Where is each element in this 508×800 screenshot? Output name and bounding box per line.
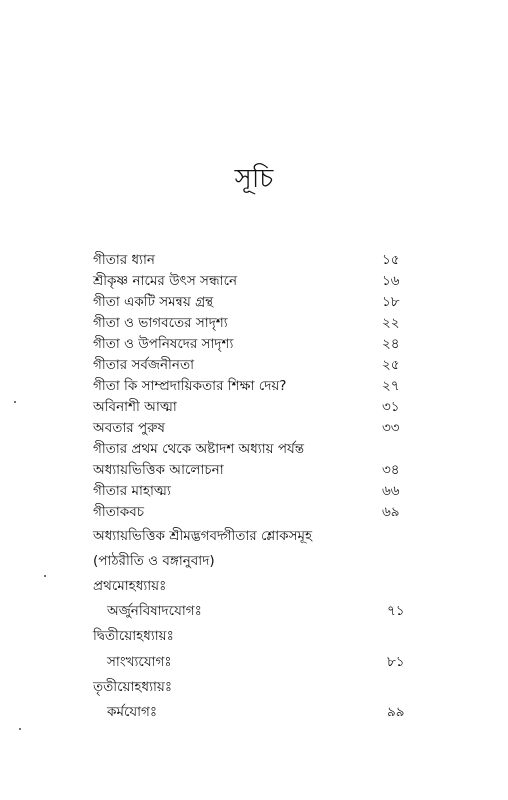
toc-entry-label: অবিনাশী আত্মা [93, 399, 177, 415]
toc-entry [0, 699, 508, 725]
toc-entry-page: ১৬ [382, 273, 400, 289]
toc-entry-label: গীতাকবচ [93, 504, 144, 520]
toc-entry-label: অধ্যায়ভিত্তিক আলোচনা [93, 462, 224, 478]
toc-entry-label: কর্মযোগঃ [107, 704, 158, 720]
toc-entry [0, 355, 508, 376]
toc-entry-label: গীতা কি সাম্প্রদায়িকতার শিক্ষা দেয়? [93, 378, 287, 394]
toc-entry [0, 418, 508, 439]
toc-entry-label: গীতার মাহাত্ম্য [93, 483, 171, 499]
toc-entry-page: ৬৯ [382, 504, 400, 520]
toc-entry-page: ২২ [382, 315, 400, 331]
toc-entry-label: গীতা ও উপনিষদের সাদৃশ্য [93, 336, 234, 352]
toc-entry-label: সাংখ্যযোগঃ [107, 654, 172, 670]
toc-entry [0, 439, 508, 460]
toc-entry-label: গীতা একটি সমন্বয় গ্রন্থ [93, 294, 214, 310]
toc-entry [0, 675, 508, 699]
scan-speck [19, 728, 21, 730]
toc-entry [0, 599, 508, 623]
toc-entry-label: শ্রীকৃষ্ণ নামের উৎস সন্ধানে [93, 273, 238, 289]
toc-entry-label: গীতার সর্বজনীনতা [93, 357, 195, 373]
toc-entry-page: ৩১ [382, 399, 400, 415]
toc-entry [0, 250, 508, 271]
toc-entry-page: ২৫ [382, 357, 400, 373]
toc-entry-label: গীতার ধ্যান [93, 252, 155, 268]
toc-entry [0, 292, 508, 313]
toc-entry-label: গীতা ও ভাগবতের সাদৃশ্য [93, 315, 228, 331]
toc-entry [0, 481, 508, 502]
toc-entry-label: দ্বিতীয়োহধ্যায়ঃ [93, 628, 174, 644]
toc-entry-label: অবতার পুরুষ [93, 420, 165, 436]
toc-entry [0, 334, 508, 355]
toc-entry [0, 397, 508, 418]
toc-entry-page: ৯৯ [387, 704, 405, 720]
toc-entry-page: ৭১ [387, 603, 405, 619]
toc-entry [0, 523, 508, 549]
toc-entry-label: (পাঠরীতি ও বঙ্গানুবাদ) [93, 553, 215, 569]
table-of-contents [0, 250, 508, 725]
toc-entry-page: ১৮ [382, 294, 400, 310]
toc-entry-page: ১৫ [382, 252, 400, 268]
toc-entry-label: তৃতীয়োহধ্যায়ঃ [93, 679, 173, 695]
toc-entry-page: ২৪ [382, 336, 400, 352]
toc-entry [0, 502, 508, 523]
toc-entry [0, 549, 508, 573]
toc-entry-page: ২৭ [382, 378, 400, 394]
toc-entry-label: প্রথমোহধ্যায়ঃ [93, 578, 167, 594]
toc-entry [0, 271, 508, 292]
toc-entry [0, 460, 508, 481]
scan-speck [44, 575, 46, 577]
toc-entry-label: অর্জুনবিষাদযোগঃ [107, 603, 202, 619]
toc-entry-page: ৬৬ [382, 483, 400, 499]
toc-entry [0, 376, 508, 397]
toc-entry-page: ৩৩ [382, 420, 400, 436]
toc-entry-label: গীতার প্রথম থেকে অষ্টাদশ অধ্যায় পর্যন্ত [93, 441, 305, 457]
toc-entry-page: ৩৪ [382, 462, 400, 478]
toc-entry [0, 573, 508, 599]
page-title: সূচি [234, 164, 274, 194]
toc-entry-label: অধ্যায়ভিত্তিক শ্রীমদ্ভগবদ্গীতার শ্লোকসমূহ [93, 528, 313, 544]
toc-entry [0, 313, 508, 334]
scan-speck [14, 401, 16, 403]
toc-entry [0, 623, 508, 649]
toc-entry [0, 649, 508, 675]
toc-entry-page: ৮১ [387, 654, 405, 670]
